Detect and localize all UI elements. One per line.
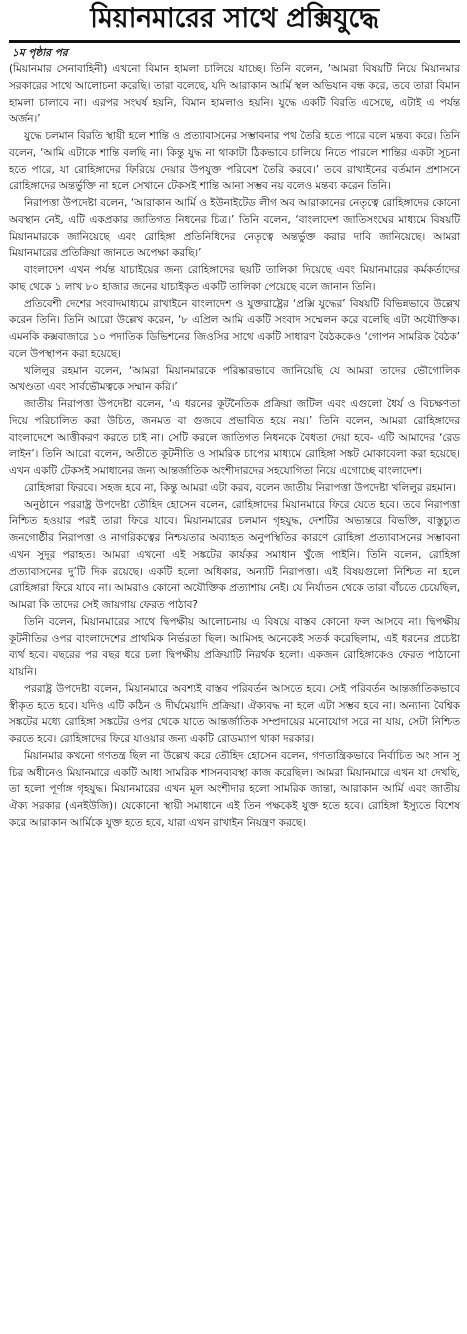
- continued-from-label: ১ম পৃষ্ঠার পর: [12, 47, 68, 59]
- article-paragraph: অনুষ্ঠানে পররাষ্ট্র উপদেষ্টা তৌহিদ হোসেন বলেন, রোহিঙ্গাদের মিয়ানমারে ফিরে যেতে হবে। তবে নিরাপত্তা নিশ্চিত হওয়ার পরই তারা ফিরে যাবে। মিয়ানমারের চলমান গৃহযুদ্ধ, দেশটির অভ্যন্তরে বিভক্তি, বাস্তুচ্যুত জনগোষ্ঠীর নিরাপত্তা ও নাগরিকত্বের নিশ্চয়তার অব্যাহত অনুপস্থিতির কারণে রোহিঙ্গা প্রত্যাবাসনের সম্ভাবনা এখন সুদূর পরাহত। আমরা এখনো এই সঙ্কটের কার্যকর সমাধান খুঁজে পাইনি। তিনি বলেন, রোহিঙ্গা প্রত্যাবাসনের দু’টি দিক রয়েছে। একটি হলো অধিকার, অন্যটি নিরাপত্তা। এই বিষয়গুলো নিশ্চিত না হলে রোহিঙ্গারা ফিরে যাবে না। আমরাও কোনো অযৌক্তিক প্রত্যাশায় নেই। যে নির্যাতন থেকে তারা বাঁচতে চেয়েছিল, আমরা কি তাদের সেই জায়গায় ফেরত পাঠাব?: [9, 498, 460, 611]
- article-paragraph: যুদ্ধে চলমান বিরতি স্থায়ী হলে শান্তি ও প্রত্যাবাসনের সম্ভাবনার পথ তৈরি হতে পারে বলে মন্তব্য করে। তিনি বলেন, ‘আমি এটাকে শান্তি বলছি না। কিন্তু যুদ্ধ না থাকাটা ঠিকভাবে চালিয়ে নিতে পারলে শান্তির একটা সূচনা হতে পারে, যা রোহিঙ্গাদের ফিরিয়ে দেয়ার উপযুক্ত পরিবেশ তৈরি করবে।’ তবে রাখাইনের বর্তমান প্রশাসনে রোহিঙ্গাদের অন্তর্ভুক্তি না হলে সেখানে টেকসই শান্তি আনা সম্ভব নয় বলেও মন্তব্য করেন তিনি।: [9, 130, 460, 193]
- article-paragraph: রোহিঙ্গারা ফিরবে। সহজ হবে না, কিন্তু আমরা এটা করব, বলেন জাতীয় নিরাপত্তা উপদেষ্টা খলিলুর রহমান।: [24, 481, 456, 494]
- article-paragraph: জাতীয় নিরাপত্তা উপদেষ্টা বলেন, ‘এ ধরনের কূটনৈতিক প্রক্রিয়া জটিল এবং এগুলো ধৈর্য ও বিচক্ষণতা দিয়ে পরিচালিত করা উচিত, জনমত বা গুজবে প্রভাবিত হয়ে নয়।’ তিনি বলেন, আমরা রোহিঙ্গাদের বাংলাদেশে আত্তীকরণ করতে চাই না। সেটি করলে জাতিগত নিধনকে বৈধতা দেয়া হবে- এটি আমাদের ‘রেড লাইন’। তিনি আরো বলেন, অতীতে কূটনীতি ও সামরিক চাপের মাধ্যমে রোহিঙ্গা সঙ্কট মোকাবেলা করা হয়েছে। এখন একটি টেকসই সমাধানের জন্য আন্তর্জাতিক অংশীদারদের সহযোগিতা নিয়ে এগোচ্ছে বাংলাদেশ।: [9, 398, 460, 477]
- article-paragraph: (মিয়ানমার সেনাবাহিনী) এখনো বিমান হামলা চালিয়ে যাচ্ছে। তিনি বলেন, ‘আমরা বিষয়টি নিয়ে মিয়ানমার সরকারের সাথে আলোচনা করেছি। তারা বলেছে, যদি আরাকান আর্মি স্থল অভিযান বন্ধ করে, তবে তারা বিমান হামলা চালাবে না। এরপর সংঘর্ষ হয়নি, বিমান হামলাও হয়নি। যুদ্ধে একটি বিরতি এসেছে, এটাই এ পর্যন্ত অর্জন।’: [9, 63, 460, 126]
- article-paragraph: তিনি বলেন, মিয়ানমারের সাথে দ্বিপক্ষীয় আলোচনায় এ বিষয়ে বাস্তব কোনো ফল আসবে না। দ্বিপক্ষীয় কূটনীতির ওপর বাংলাদেশের প্রাথমিক নির্ভরতা ছিল। আমিসহ অনেকেই সতর্ক করেছিলাম, এই ধরনের প্রচেষ্টা ব্যর্থ হবে। বছরের পর বছর ধরে চলা দ্বিপক্ষীয় প্রক্রিয়াটি নিরর্থক হলো। একজন রোহিঙ্গাকেও ফেরত পাঠানো যায়নি।: [9, 615, 460, 678]
- article-paragraph: খলিলুর রহমান বলেন, ‘আমরা মিয়ানমারকে পরিষ্কারভাবে জানিয়েছি যে আমরা তাদের ভৌগোলিক অখণ্ডতা এবং সার্বভৌমত্বকে সম্মান করি।’: [9, 364, 460, 394]
- article-body: [9, 61, 460, 832]
- article-headline: মিয়ানমারের সাথে প্রক্সিযুদ্ধে: [9, 2, 460, 43]
- article-paragraph: প্রতিবেশী দেশের সংবাদমাধ্যমে রাখাইনে বাংলাদেশ ও যুক্তরাষ্ট্রের ‘প্রক্সি যুদ্ধের’ বিষয়টি বিভিন্নভাবে উল্লেখ করেন তিনি। তিনি আরো উল্লেখ করেন, ‘৮ এপ্রিল আমি একটি সংবাদ সম্মেলন করে বলেছি এটা অযৌক্তিক। এমনকি কক্সবাজারে ১০ পদাতিক ডিভিশনের জিওসির সাথে একটি সাধারণ বৈঠককেও ‘গোপন সামরিক বৈঠক’ বলে উপস্থাপন করা হয়েছে।: [9, 297, 460, 360]
- article-paragraph: নিরাপত্তা উপদেষ্টা বলেন, ‘আরাকান আর্মি ও ইউনাইটেড লীগ অব আরাকানের নেতৃত্বে রোহিঙ্গাদের কোনো অবস্থান নেই, এটি একপ্রকার জাতিগত নিধনের চিত্র।’ তিনি বলেন, ‘বাংলাদেশ জাতিসংঘের মাধ্যমে বিষয়টি মিয়ানমারকে জানিয়েছে এবং রোহিঙ্গা প্রতিনিধিদের নেতৃত্বে অন্তর্ভুক্ত করার দাবি জানিয়েছে। আমরা মিয়ানমারের প্রতিক্রিয়া জানতে অপেক্ষা করছি।’: [9, 197, 460, 260]
- article-paragraph: মিয়ানমার কখনো গণতন্ত্র ছিল না উল্লেখ করে তৌহিদ হোসেন বলেন, গণতান্ত্রিকভাবে নির্বাচিত অং সান সু চির অধীনেও মিয়ানমারে একটি আধা সামরিক শাসনব্যবস্থা কাজ করেছিল। আমরা মিয়ানমারে এখন যা দেখছি, তা হলো পূর্ণাঙ্গ গৃহযুদ্ধ। মিয়ানমারের এখন মূল অংশীদার হলো সামরিক জান্তা, আরাকান আর্মি এবং জাতীয় ঐক্য সরকার (এনইউজি)। যেকোনো স্থায়ী সমাধানে এই তিন পক্ষকেই যুক্ত হতে হবে। রোহিঙ্গা ইস্যুতে বিশেষ করে আরাকান আর্মিকে যুক্ত হতে হবে, যারা এখন রাখাইন নিয়ন্ত্রণ করছে।: [9, 749, 460, 829]
- article-paragraph: পররাষ্ট্র উপদেষ্টা বলেন, মিয়ানমারে অবশ্যই বাস্তব পরিবর্তন আসতে হবে। সেই পরিবর্তন আন্তর্জাতিকভাবে স্বীকৃত হতে হবে। যদিও এটি কঠিন ও দীর্ঘমেয়াদি প্রক্রিয়া। ঐক্যবদ্ধ না হলে এটা সম্ভব হবে না। অন্যান্য বৈশ্বিক সঙ্কটের মধ্যে রোহিঙ্গা সঙ্কটের ওপর থেকে যাতে আন্তর্জাতিক সম্প্রদায়ের মনোযোগ সরে না যায়, সেটা নিশ্চিত করতে হবে। রোহিঙ্গাদের ফিরে যাওয়ার জন্য একটি রোডম্যাপ থাকা দরকার।: [9, 682, 460, 745]
- article-paragraph: বাংলাদেশ এখন পর্যন্ত যাচাইয়ের জন্য রোহিঙ্গাদের ছয়টি তালিকা দিয়েছে এবং মিয়ানমারের কর্মকর্তাদের কাছ থেকে ১ লাখ ৮০ হাজার জনের যাচাইকৃত একটি তালিকা পেয়েছে বলে জানান তিনি।: [9, 264, 460, 293]
